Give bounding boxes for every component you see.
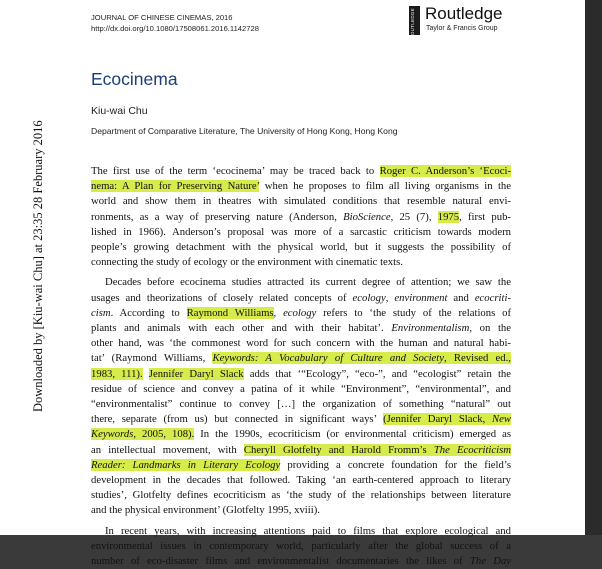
text-line: “environmentalist” continue to convey […] the organization of something “natural” out: [91, 398, 511, 411]
highlight: Keywords: A Vocabulary of Culture and Society, Revised ed.,: [212, 352, 511, 365]
download-notice: Downloaded by [Kiu-wai Chu] at 23:35 28 February 2016: [31, 120, 45, 412]
text-line: cism. According to Raymond Williams, ecology refers to ‘the study of the relations of: [91, 306, 512, 319]
text-line: The first use of the term ‘ecocinema’ may be traced back to Roger C. Anderson’s ‘Ecoci-: [91, 165, 511, 177]
text-line: Keywords, 2005, 108). In the 1990s, ecocriticism (or environmental criticism) emerged as: [91, 428, 512, 441]
text-line: residue of science and convey a patina of it while “Environment”, “environmental”, and: [91, 382, 511, 395]
article-author: Kiu-wai Chu: [91, 105, 148, 117]
text-line: usages and theorizations of closely related concepts of ecology, environment and ecocriti-: [91, 291, 512, 304]
text-line: world and show them in theatres with simulated conditions that resemble natural envi-: [91, 195, 511, 208]
journal-header: [91, 12, 259, 34]
viewer-background: [585, 0, 602, 535]
text-line: an intellectual movement, with Cheryll Glotfelty and Harold Fromm’s The Ecocriticism: [91, 443, 511, 456]
text-line: connecting the study of ecology or the environment with cinematic texts.: [91, 256, 403, 269]
highlight: Raymond Williams: [186, 306, 274, 319]
text-line: Decades before ecocinema studies attracted its current degree of attention; we saw the: [105, 276, 511, 289]
highlight: (Jennifer Daryl Slack, New: [383, 413, 511, 426]
highlight: Reader: Landmarks in Literary Ecology: [91, 458, 281, 471]
text-line: number of eco-disaster films and environmentalist documentaries the likes of The Day: [91, 555, 512, 568]
text-line: there, separate (from us) but connected in significant ways’ (Jennifer Daryl Slack, New: [91, 413, 511, 426]
paragraph-1: [91, 164, 511, 270]
journal-name: JOURNAL OF CHINESE CINEMAS, 2016: [91, 13, 233, 22]
text-line: studies’, Glotfelty defines ecocriticism as ‘the study of the relationships between literature: [91, 489, 511, 502]
text-line: other hand, was ‘the commonest word for such concern with the human and natural habi-: [91, 337, 511, 350]
text-line: ronments, as a way of preserving nature (Anderson, BioScience, 25 (7), 1975, first pub-: [91, 210, 511, 223]
highlight: Jennifer Daryl Slack: [148, 367, 244, 380]
text-line: In recent years, with increasing attentions paid to films that explore ecological and: [105, 524, 511, 537]
author-affiliation: Department of Comparative Literature, The University of Hong Kong, Hong Kong: [91, 126, 398, 136]
routledge-logo-icon: ROUTLEDGE: [409, 6, 420, 35]
article-body: [91, 164, 511, 569]
text-line: people’s growing detachment with the physical world, but it suggests the possibility of: [91, 241, 511, 254]
text-line: Reader: Landmarks in Literary Ecology providing a concrete foundation for the field’s: [91, 458, 511, 471]
publisher-subtitle: Taylor & Francis Group: [426, 25, 498, 32]
paragraph-2: [91, 275, 511, 518]
highlight: Cheryll Glotfelty and Harold Fromm’s The Ecocriticism: [243, 443, 511, 456]
highlight: 1975: [437, 210, 460, 223]
paragraph-3: [91, 524, 511, 569]
publisher-name: Routledge: [425, 4, 503, 23]
text-line: development in the decades that followed. Taking ‘an earth-centered approach to literary: [91, 474, 511, 487]
text-line: tat’ (Raymond Williams, Keywords: A Vocabulary of Culture and Society, Revised ed.,: [91, 352, 511, 365]
text-line: plants and animals with each other and with their habitat’. Environmentalism, on the: [91, 322, 511, 335]
highlight: nema: A Plan for Preserving Nature’: [91, 180, 260, 193]
highlight: Roger C. Anderson’s ‘Ecoci-: [379, 165, 511, 177]
highlight: Keywords, 2005, 108).: [91, 428, 195, 441]
text-line: 1983, 111). Jennifer Daryl Slack adds that ‘“Ecology”, “eco-”, and “ecologist” retain the: [91, 367, 512, 380]
text-line: lished in 1966). Anderson’s proposal was more of a sarcastic criticism towards modern: [91, 225, 511, 238]
text-line: and the physical environment’ (Glotfelty 1995, xviii).: [91, 504, 320, 517]
highlight: 1983, 111).: [91, 367, 143, 380]
doi-link[interactable]: http://dx.doi.org/10.1080/17508061.2016.1142728: [91, 24, 259, 33]
article-title: Ecocinema: [91, 69, 178, 89]
text-line: nema: A Plan for Preserving Nature’ when he proposes to film all living organisms in the: [91, 180, 512, 193]
text-line: environmental issues in contemporary world, particularly after the global success of a: [91, 539, 511, 552]
